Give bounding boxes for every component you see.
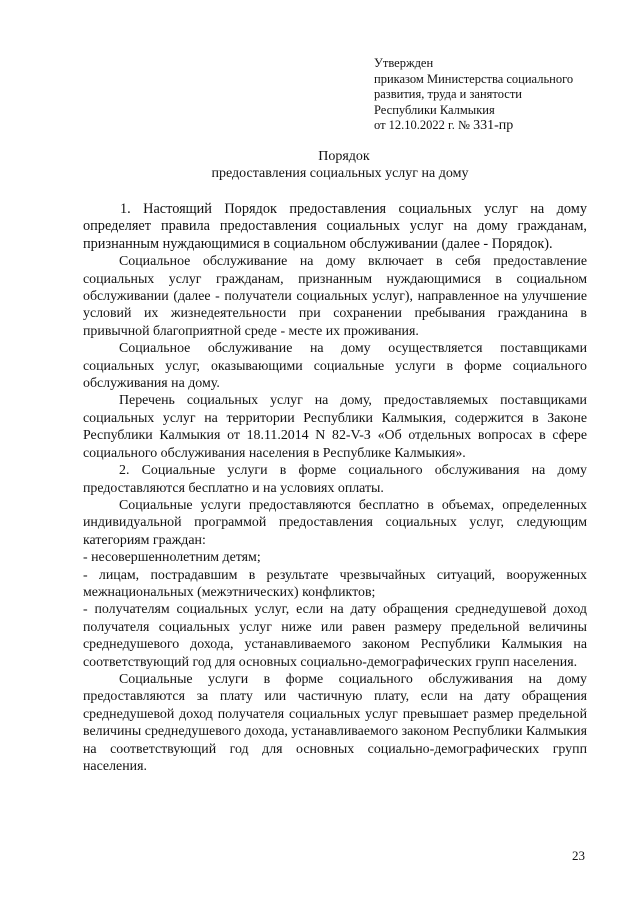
document-title	[90, 148, 590, 182]
list-item: - получателям социальных услуг, если на дату обращения среднедушевой доход получателя социальных услуг ниже или равен размеру предельной величины среднедушевого дохода, устанавливаемого законом Республики Калмыкия на соответствующий год для основных социально-демографических групп населения.	[83, 602, 587, 670]
title-line: Порядок	[318, 149, 370, 164]
approval-stamp	[374, 56, 614, 134]
paragraph: Социальные услуги в форме социального обслуживания на дому предоставляются за плату или частичную плату, если на дату обращения среднедушевой доход получателя социальных услуг превышает размер предельной величины среднедушевого дохода, устанавливаемого законом Республики Калмыкия на соответствующий год для основных социально-демографических групп населения.	[83, 671, 587, 774]
page-number: 23	[572, 848, 585, 863]
paragraph: 1. Настоящий Порядок предоставления социальных услуг на дому определяет правила предоставления социальных услуг на дому гражданам, признанным нуждающимися в социальном обслуживании (далее - Порядок).	[83, 201, 587, 252]
paragraph: Социальное обслуживание на дому осуществляется поставщиками социальных услуг, оказывающими социальные услуги в форме социального обслуживания на дому.	[83, 341, 587, 392]
approval-line: развития, труда и занятости	[374, 87, 522, 102]
approval-date-line	[374, 118, 614, 134]
approval-line: Утвержден	[374, 56, 434, 70]
list-item: - лицам, пострадавшим в результате чрезвычайных ситуаций, вооруженных межнациональных (межэтнических) конфликтов;	[83, 567, 587, 600]
paragraph: Социальное обслуживание на дому включает в себя предоставление социальных услуг гражданам, признанным нуждающимися в социальном обслуживании (далее - получатели социальных услуг), направленное на улучшение условий их жизнедеятельности при сохранении пребывания гражданина в привычной благоприятной среде - месте их проживания.	[83, 254, 587, 339]
order-number: 331-пр	[473, 118, 514, 134]
paragraph: Социальные услуги предоставляются бесплатно в объемах, определенных индивидуальной программой предоставления социальных услуг, следующим категориям граждан:	[83, 497, 587, 548]
approval-line: приказом Министерства социального	[374, 71, 574, 86]
document-body	[83, 201, 587, 775]
paragraph: Перечень социальных услуг на дому, предоставляемых поставщиками социальных услуг на территории Республики Калмыкия, содержится в Законе Республики Калмыкия от 18.11.2014 N 82-V-З «Об отдельных вопросах в сфере социального обслуживания населения в Республике Калмыкия».	[83, 393, 587, 461]
approval-line: Республики Калмыкия	[374, 102, 495, 117]
list-item: - несовершеннолетним детям;	[83, 550, 261, 566]
subtitle-line: предоставления социальных услуг на дому	[211, 166, 469, 181]
paragraph: 2. Социальные услуги в форме социального обслуживания на дому предоставляются бесплатно и на условиях оплаты.	[83, 463, 587, 496]
approval-date: от 12.10.2022 г. №	[374, 118, 470, 133]
